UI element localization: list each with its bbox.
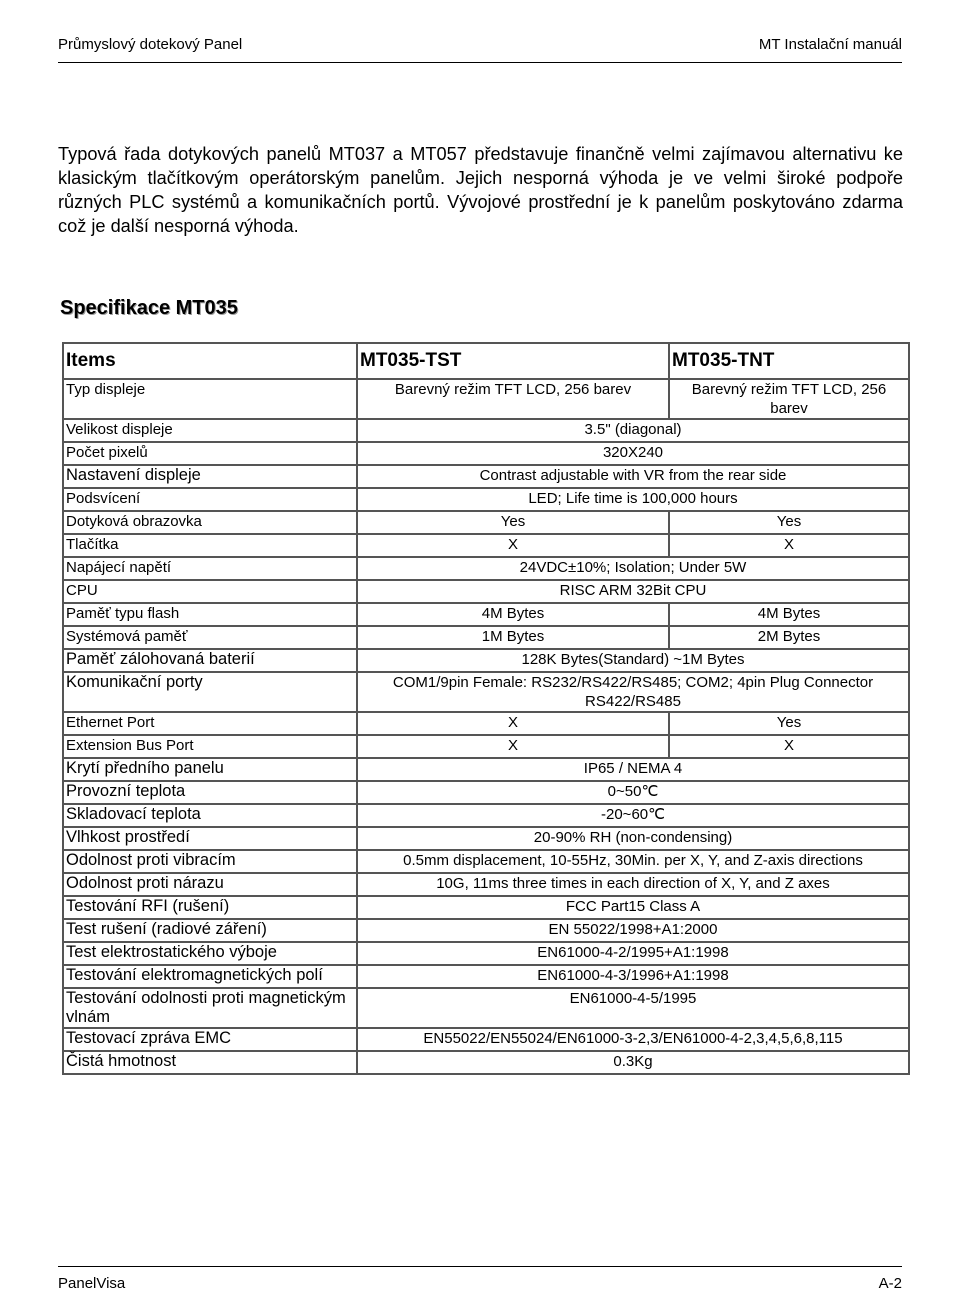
row-label: Paměť typu flash (63, 603, 357, 626)
table-row (63, 942, 909, 965)
row-value-tst: 4M Bytes (357, 603, 669, 626)
table-row (63, 511, 909, 534)
row-value-tst: X (357, 712, 669, 735)
table-header-row (63, 343, 909, 379)
header-tst: MT035-TST (357, 343, 669, 379)
row-value: FCC Part15 Class A (357, 896, 909, 919)
row-value: EN61000-4-5/1995 (357, 988, 909, 1028)
table-row (63, 557, 909, 580)
row-label: Testování RFI (rušení) (63, 896, 357, 919)
row-label: Testovací zpráva EMC (63, 1028, 357, 1051)
row-value-tst: Barevný režim TFT LCD, 256 barev (357, 379, 669, 419)
row-value-tnt: X (669, 534, 909, 557)
row-value: -20~60℃ (357, 804, 909, 827)
table-row (63, 988, 909, 1028)
row-label: Paměť zálohovaná baterií (63, 649, 357, 672)
row-value-tnt: Yes (669, 712, 909, 735)
row-value-tst: Yes (357, 511, 669, 534)
table-row (63, 1051, 909, 1074)
table-row (63, 534, 909, 557)
header-right: MT Instalační manuál (758, 36, 902, 53)
footer-divider (58, 1266, 902, 1267)
table-row (63, 488, 909, 511)
table-row (63, 896, 909, 919)
row-value-tnt: Barevný režim TFT LCD, 256 barev (669, 379, 909, 419)
header-divider (58, 62, 902, 63)
row-label: Počet pixelů (63, 442, 357, 465)
row-value: LED; Life time is 100,000 hours (357, 488, 909, 511)
row-label: Ethernet Port (63, 712, 357, 735)
row-label: Provozní teplota (63, 781, 357, 804)
row-label: Krytí předního panelu (63, 758, 357, 781)
row-label: CPU (63, 580, 357, 603)
row-value: 0.3Kg (357, 1051, 909, 1074)
row-value-tnt: Yes (669, 511, 909, 534)
row-label: Komunikační porty (63, 672, 357, 712)
row-label: Tlačítka (63, 534, 357, 557)
row-value-tst: 1M Bytes (357, 626, 669, 649)
table-row (63, 827, 909, 850)
spec-table-body (63, 379, 909, 1074)
table-row (63, 781, 909, 804)
row-value-tnt: X (669, 735, 909, 758)
table-row (63, 465, 909, 488)
row-value: COM1/9pin Female: RS232/RS422/RS485; COM2; 4pin Plug Connector RS422/RS485 (357, 672, 909, 712)
footer-left: PanelVisa (58, 1275, 126, 1292)
table-row (63, 758, 909, 781)
row-label: Testování odolnosti proti magnetickým vlnám (63, 988, 357, 1028)
table-row (63, 649, 909, 672)
table-row (63, 873, 909, 896)
row-value: EN61000-4-2/1995+A1:1998 (357, 942, 909, 965)
table-row (63, 580, 909, 603)
table-row (63, 419, 909, 442)
row-value: 0~50℃ (357, 781, 909, 804)
row-label: Podsvícení (63, 488, 357, 511)
row-value-tst: X (357, 735, 669, 758)
row-label: Extension Bus Port (63, 735, 357, 758)
page-header (58, 36, 902, 56)
row-value: 0.5mm displacement, 10-55Hz, 30Min. per X, Y, and Z-axis directions (357, 850, 909, 873)
row-value-tst: X (357, 534, 669, 557)
row-value: 320X240 (357, 442, 909, 465)
table-row (63, 850, 909, 873)
row-value: RISC ARM 32Bit CPU (357, 580, 909, 603)
spec-table (62, 342, 910, 1075)
row-label: Odolnost proti vibracím (63, 850, 357, 873)
row-label: Nastavení displeje (63, 465, 357, 488)
row-label: Napájecí napětí (63, 557, 357, 580)
row-label: Systémová paměť (63, 626, 357, 649)
section-title: Specifikace MT035 (60, 297, 238, 319)
row-value: 20-90% RH (non-condensing) (357, 827, 909, 850)
row-label: Testování elektromagnetických polí (63, 965, 357, 988)
row-label: Vlhkost prostředí (63, 827, 357, 850)
table-row (63, 919, 909, 942)
row-value: EN61000-4-3/1996+A1:1998 (357, 965, 909, 988)
table-row (63, 712, 909, 735)
row-value: 3.5" (diagonal) (357, 419, 909, 442)
row-value: IP65 / NEMA 4 (357, 758, 909, 781)
header-items: Items (63, 343, 357, 379)
row-label: Test rušení (radiové záření) (63, 919, 357, 942)
row-value-tnt: 4M Bytes (669, 603, 909, 626)
footer-right: A-2 (878, 1275, 902, 1292)
row-value-tnt: 2M Bytes (669, 626, 909, 649)
row-label: Skladovací teplota (63, 804, 357, 827)
row-value: Contrast adjustable with VR from the rear side (357, 465, 909, 488)
row-value: EN55022/EN55024/EN61000-3-2,3/EN61000-4-2,3,4,5,6,8,115 (357, 1028, 909, 1051)
intro-paragraph: Typová řada dotykových panelů MT037 a MT057 představuje finančně velmi zajímavou alternativu ke klasickým tlačítkovým operátorským panelům. Jejich nesporná výhoda je ve velmi široké podpoře různých PLC systémů a komunikačních portů. Vývojové prostřední je k panelům poskytováno zdarma což je další nesporná výhoda. (58, 144, 903, 236)
row-value: EN 55022/1998+A1:2000 (357, 919, 909, 942)
table-row (63, 1028, 909, 1051)
header-tnt: MT035-TNT (669, 343, 909, 379)
row-label: Čistá hmotnost (63, 1051, 357, 1074)
row-value: 128K Bytes(Standard) ~1M Bytes (357, 649, 909, 672)
row-label: Dotyková obrazovka (63, 511, 357, 534)
table-row (63, 603, 909, 626)
table-row (63, 804, 909, 827)
table-row (63, 442, 909, 465)
table-row (63, 965, 909, 988)
table-row (63, 626, 909, 649)
row-label: Typ displeje (63, 379, 357, 419)
row-label: Test elektrostatického výboje (63, 942, 357, 965)
header-left: Průmyslový dotekový Panel (58, 36, 243, 53)
row-value: 24VDC±10%; Isolation; Under 5W (357, 557, 909, 580)
row-label: Odolnost proti nárazu (63, 873, 357, 896)
table-row (63, 735, 909, 758)
row-label: Velikost displeje (63, 419, 357, 442)
table-row (63, 379, 909, 419)
row-value: 10G, 11ms three times in each direction of X, Y, and Z axes (357, 873, 909, 896)
table-row (63, 672, 909, 712)
